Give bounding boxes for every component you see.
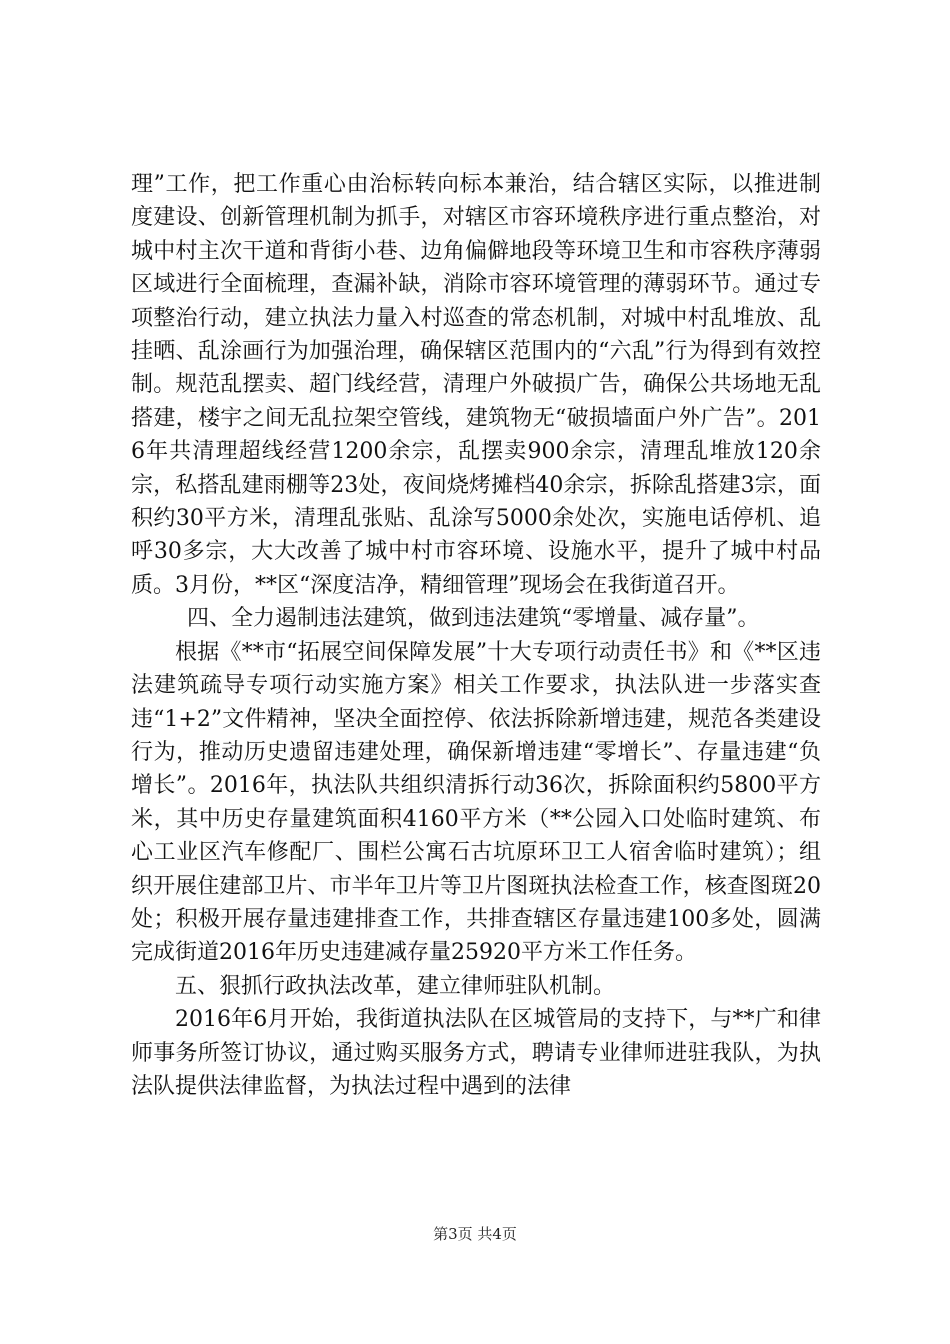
paragraph-section-4: 根据《**市“拓展空间保障发展”十大专项行动责任书》和《**区违法建筑疏导专项行动实施方案》相关工作要求，执法队进一步落实查违“1+2”文件精神，坚决全面控停、依法拆除新增违建，规范各类建设行为，推动历史遗留违建处理，确保新增违建“零增长”、存量违建“负增长”。2016年，执法队共组织清拆行动36次，拆除面积约5800平方米，其中历史存量建筑面积4160平方米（**公园入口处临时建筑、布心工业区汽车修配厂、围栏公寓石古坑原环卫工人宿舍临时建筑）；组织开展住建部卫片、市半年卫片等卫片图斑执法检查工作，核查图斑20处；积极开展存量违建排查工作，共排查辖区存量违建100多处，圆满完成街道2016年历史违建减存量25920平方米工作任务。 [131, 639, 821, 966]
page-footer: 第3页 共4页 [433, 1225, 517, 1243]
paragraph-continuation: 理”工作，把工作重心由治标转向标本兼治，结合辖区实际，以推进制度建设、创新管理机制为抓手，对辖区市容环境秩序进行重点整治，对城中村主次干道和背街小巷、边角偏僻地段等环境卫生和市容秩序薄弱区域进行全面梳理，查漏补缺，消除市容环境管理的薄弱环节。通过专项整治行动，建立执法力量入村巡查的常态机制，对城中村乱堆放、乱挂晒、乱涂画行为加强治理，确保辖区范围内的“六乱”行为得到有效控制。规范乱摆卖、超门线经营，清理户外破损广告，确保公共场地无乱搭建，楼宇之间无乱拉架空管线，建筑物无“破损墙面户外广告”。2016年共清理超线经营1200余宗，乱摆卖900余宗，清理乱堆放120余宗，私搭乱建雨棚等23处，夜间烧烤摊档40余宗，拆除乱搭建3宗，面积约30平方米，清理乱张贴、乱涂写5000余处次，实施电话停机、追呼30多宗，大大改善了城中村市容环境、设施水平，提升了城中村品质。3月份，**区“深度洁净，精细管理”现场会在我街道召开。 [131, 172, 821, 598]
section-heading-5: 五、狠抓行政执法改革，建立律师驻队机制。 [175, 973, 616, 999]
document-body [131, 168, 821, 1103]
section-heading-4: 四、全力遏制违法建筑，做到违法建筑“零增量、减存量”。 [187, 606, 760, 632]
paragraph-section-5: 2016年6月开始，我街道执法队在区城管局的支持下，与**广和律师事务所签订协议，通过购买服务方式，聘请专业律师进驻我队，为执法队提供法律监督，为执法过程中遇到的法律 [131, 1007, 821, 1099]
